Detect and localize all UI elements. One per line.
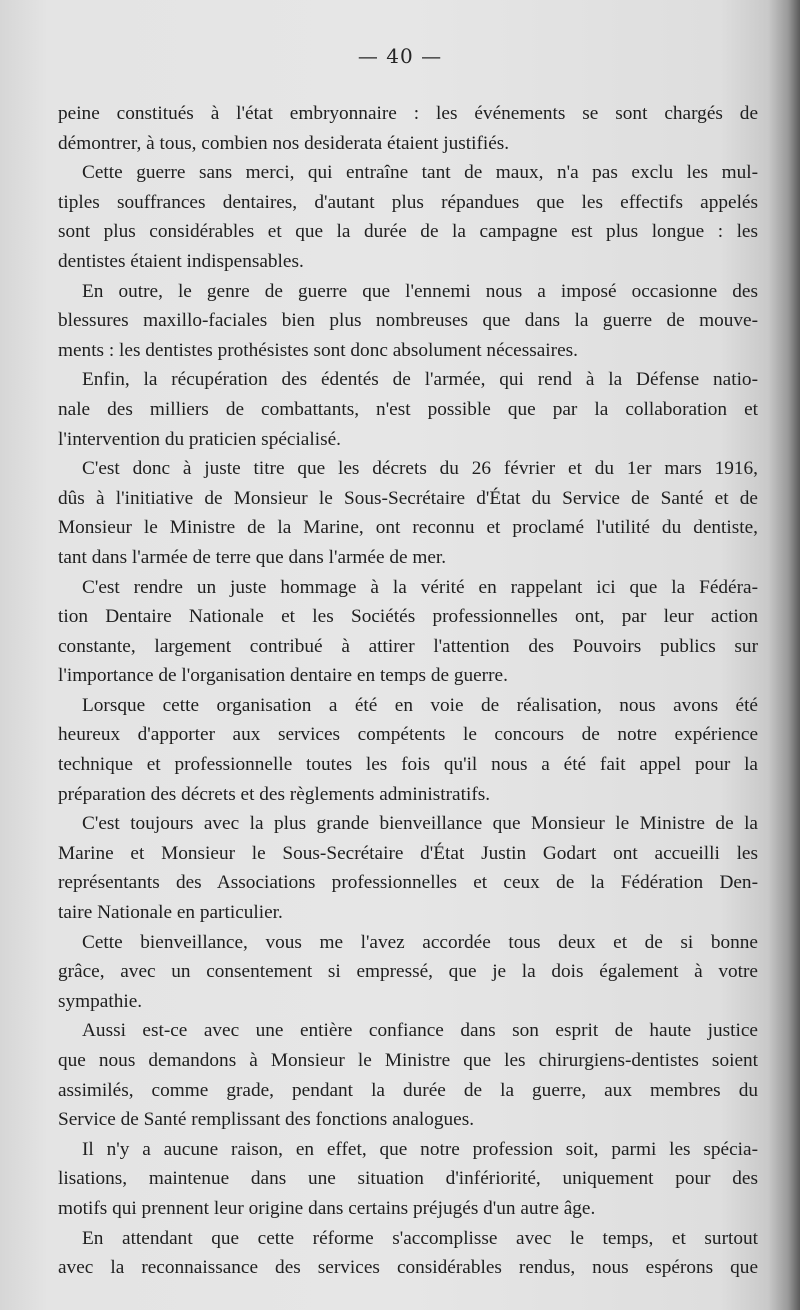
paragraph (58, 1016, 758, 1134)
paragraph (58, 99, 758, 158)
text-line: Marine et Monsieur le Sous-Secrétaire d'État Justin Godart ont accueilli les (58, 842, 758, 864)
text-line: Monsieur le Ministre de la Marine, ont reconnu et proclamé l'utilité du dentiste, (58, 517, 758, 539)
text-line: grâce, avec un consentement si empressé, que je la dois également à votre (58, 961, 758, 983)
text-line: tant dans l'armée de terre que dans l'armée de mer. (58, 546, 447, 568)
text-line: Cette bienveillance, vous me l'avez accordée tous deux et de si bonne (82, 931, 758, 953)
text-line: En outre, le genre de guerre que l'ennemi nous a imposé occasionne des (82, 280, 758, 302)
text-line: l'importance de l'organisation dentaire en temps de guerre. (58, 665, 508, 687)
text-line: lisations, maintenue dans une situation d'infériorité, uniquement pour des (58, 1168, 758, 1190)
text-line: ments : les dentistes prothésistes sont donc absolument nécessaires. (58, 339, 578, 361)
text-line: tion Dentaire Nationale et les Sociétés professionnelles ont, par leur action (58, 606, 758, 628)
text-line: Lorsque cette organisation a été en voie de réalisation, nous avons été (82, 694, 758, 716)
text-line: motifs qui prennent leur origine dans certains préjugés d'un autre âge. (58, 1197, 596, 1219)
text-line: blessures maxillo-faciales bien plus nombreuses que dans la guerre de mouve- (58, 310, 758, 332)
paragraph (58, 1224, 758, 1283)
text-line: Service de Santé remplissant des fonctions analogues. (58, 1109, 475, 1131)
text-line: Cette guerre sans merci, qui entraîne tant de maux, n'a pas exclu les mul- (82, 162, 758, 184)
body-text (58, 99, 758, 1283)
text-line: En attendant que cette réforme s'accomplisse avec le temps, et surtout (82, 1227, 758, 1249)
text-line: constante, largement contribué à attirer l'attention des Pouvoirs publics sur (58, 635, 758, 657)
text-line: dentistes étaient indispensables. (58, 250, 304, 272)
text-line: représentants des Associations professionnelles et ceux de la Fédération Den- (58, 872, 758, 894)
text-line: avec la reconnaissance des services considérables rendus, nous espérons que (58, 1257, 758, 1279)
page-number: — 40 — (357, 44, 443, 68)
text-line: technique et professionnelle toutes les fois qu'il nous a été fait appel pour la (58, 754, 758, 776)
text-line: dûs à l'initiative de Monsieur le Sous-Secrétaire d'État du Service de Santé et de (58, 487, 758, 509)
text-line: sont plus considérables et que la durée de la campagne est plus longue : les (58, 221, 758, 243)
text-line: démontrer, à tous, combien nos desiderata étaient justifiés. (58, 132, 510, 154)
paragraph (58, 365, 758, 454)
paragraph (58, 691, 758, 809)
text-line: que nous demandons à Monsieur le Ministre que les chirurgiens-dentistes soient (58, 1050, 758, 1071)
paragraph (58, 928, 758, 1017)
text-line: heureux d'apporter aux services compétents le concours de notre expérience (58, 724, 758, 746)
text-line: nale des milliers de combattants, n'est possible que par la collaboration et (58, 398, 758, 420)
text-line: taire Nationale en particulier. (58, 902, 283, 924)
text-line: Aussi est-ce avec une entière confiance dans son esprit de haute justice (82, 1020, 758, 1042)
paragraph (58, 277, 758, 366)
text-line: Enfin, la récupération des édentés de l'armée, qui rend à la Défense natio- (82, 369, 758, 391)
paragraph (58, 158, 758, 276)
paragraph (58, 573, 758, 691)
paragraph (58, 1135, 758, 1224)
text-line: C'est rendre un juste hommage à la vérité en rappelant ici que la Fédéra- (82, 576, 758, 598)
text-line: assimilés, comme grade, pendant la durée de la guerre, aux membres du (58, 1079, 758, 1101)
paragraph (58, 454, 758, 572)
text-line: Il n'y a aucune raison, en effet, que notre profession soit, parmi les spécia- (82, 1138, 758, 1160)
text-line: sympathie. (58, 990, 143, 1012)
text-line: préparation des décrets et des règlements administratifs. (58, 783, 491, 805)
text-line: tiples souffrances dentaires, d'autant plus répandues que les effectifs appelés (58, 191, 758, 213)
text-line: C'est donc à juste titre que les décrets du 26 février et du 1er mars 1916, (82, 458, 758, 480)
text-line: l'intervention du praticien spécialisé. (58, 428, 341, 450)
paragraph (58, 809, 758, 927)
text-line: peine constitués à l'état embryonnaire : les événements se sont chargés de (58, 103, 758, 124)
text-line: C'est toujours avec la plus grande bienveillance que Monsieur le Ministre de la (82, 813, 758, 835)
